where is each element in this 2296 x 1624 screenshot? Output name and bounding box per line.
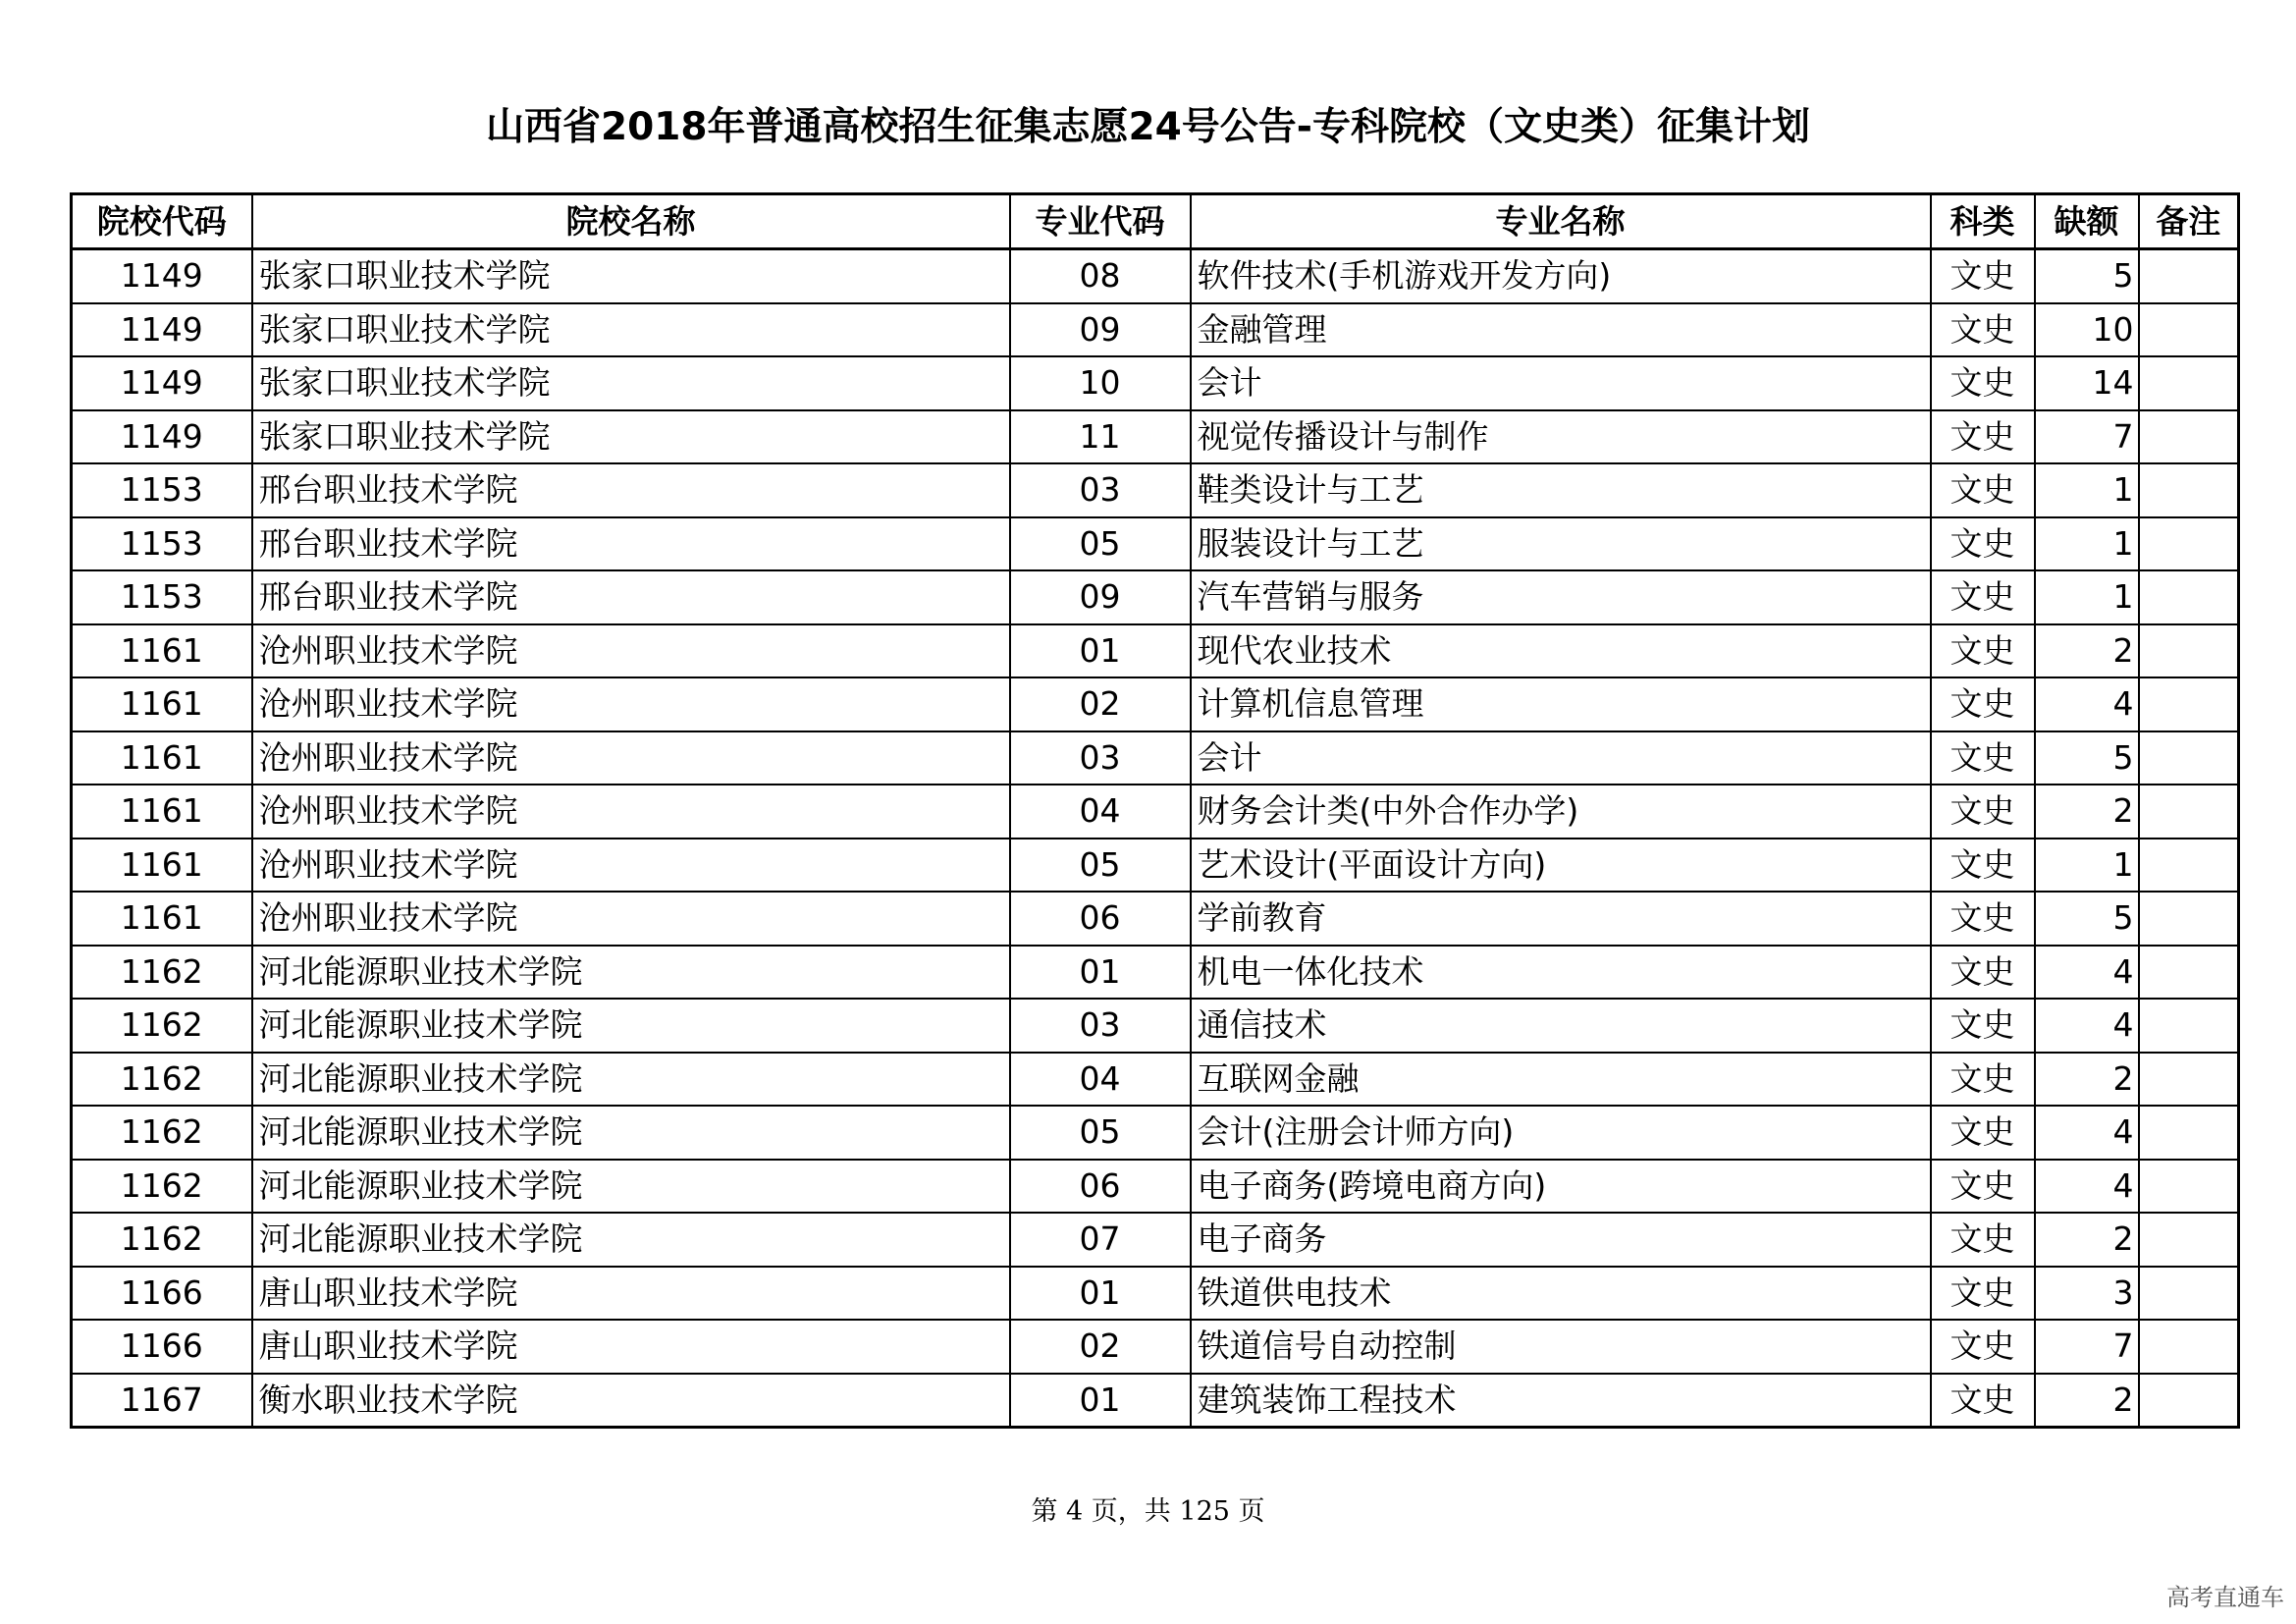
- cell-category: 文史: [1931, 946, 2035, 1000]
- cell-school-code: 1149: [72, 303, 252, 357]
- cell-school-name: 张家口职业技术学院: [252, 303, 1010, 357]
- cell-major-code: 02: [1010, 1320, 1191, 1374]
- cell-school-name: 河北能源职业技术学院: [252, 1106, 1010, 1160]
- table-row: [72, 1053, 2239, 1107]
- table-row: [72, 731, 2239, 785]
- table-row: [72, 1267, 2239, 1321]
- cell-school-code: 1153: [72, 463, 252, 517]
- cell-note: [2139, 839, 2239, 893]
- table-header-row: [72, 194, 2239, 249]
- cell-school-code: 1153: [72, 517, 252, 571]
- cell-school-name: 沧州职业技术学院: [252, 892, 1010, 946]
- table-row: [72, 1374, 2239, 1428]
- cell-category: 文史: [1931, 839, 2035, 893]
- cell-major-name: 学前教育: [1191, 892, 1931, 946]
- cell-quota: 2: [2035, 1213, 2139, 1267]
- cell-note: [2139, 410, 2239, 464]
- table-row: [72, 410, 2239, 464]
- watermark-text: 高考直通车: [2166, 1584, 2284, 1611]
- header-category: 科类: [1931, 194, 2035, 249]
- table-row: [72, 1160, 2239, 1214]
- table-row: [72, 839, 2239, 893]
- cell-school-code: 1162: [72, 1213, 252, 1267]
- cell-category: 文史: [1931, 624, 2035, 678]
- cell-note: [2139, 1320, 2239, 1374]
- cell-school-name: 唐山职业技术学院: [252, 1267, 1010, 1321]
- cell-quota: 1: [2035, 463, 2139, 517]
- cell-school-name: 邢台职业技术学院: [252, 463, 1010, 517]
- cell-major-name: 财务会计类(中外合作办学): [1191, 785, 1931, 839]
- cell-major-name: 铁道供电技术: [1191, 1267, 1931, 1321]
- cell-school-code: 1162: [72, 946, 252, 1000]
- cell-major-name: 现代农业技术: [1191, 624, 1931, 678]
- cell-school-code: 1153: [72, 570, 252, 624]
- cell-quota: 1: [2035, 839, 2139, 893]
- cell-major-name: 汽车营销与服务: [1191, 570, 1931, 624]
- cell-major-code: 03: [1010, 999, 1191, 1053]
- cell-quota: 1: [2035, 570, 2139, 624]
- cell-school-name: 河北能源职业技术学院: [252, 1213, 1010, 1267]
- cell-major-code: 09: [1010, 570, 1191, 624]
- cell-major-code: 09: [1010, 303, 1191, 357]
- cell-school-code: 1162: [72, 1053, 252, 1107]
- cell-category: 文史: [1931, 1374, 2035, 1428]
- table-row: [72, 892, 2239, 946]
- cell-major-code: 10: [1010, 356, 1191, 410]
- header-school-name: 院校名称: [252, 194, 1010, 249]
- cell-quota: 1: [2035, 517, 2139, 571]
- cell-school-code: 1161: [72, 677, 252, 731]
- cell-quota: 5: [2035, 249, 2139, 303]
- cell-category: 文史: [1931, 999, 2035, 1053]
- cell-school-code: 1167: [72, 1374, 252, 1428]
- cell-major-code: 02: [1010, 677, 1191, 731]
- cell-quota: 2: [2035, 624, 2139, 678]
- table-row: [72, 1106, 2239, 1160]
- cell-major-code: 11: [1010, 410, 1191, 464]
- cell-quota: 4: [2035, 946, 2139, 1000]
- cell-school-name: 沧州职业技术学院: [252, 839, 1010, 893]
- cell-major-code: 01: [1010, 624, 1191, 678]
- cell-quota: 10: [2035, 303, 2139, 357]
- cell-major-name: 建筑装饰工程技术: [1191, 1374, 1931, 1428]
- table-row: [72, 517, 2239, 571]
- page-title: 山西省2018年普通高校招生征集志愿24号公告-专科院校（文史类）征集计划: [485, 105, 1810, 149]
- cell-note: [2139, 463, 2239, 517]
- cell-school-name: 张家口职业技术学院: [252, 249, 1010, 303]
- header-quota: 缺额: [2035, 194, 2139, 249]
- cell-note: [2139, 249, 2239, 303]
- header-major-code: 专业代码: [1010, 194, 1191, 249]
- cell-major-code: 08: [1010, 249, 1191, 303]
- cell-school-name: 河北能源职业技术学院: [252, 946, 1010, 1000]
- enrollment-plan-table-wrapper: [70, 192, 2237, 1429]
- cell-school-code: 1166: [72, 1267, 252, 1321]
- cell-school-code: 1149: [72, 249, 252, 303]
- cell-category: 文史: [1931, 517, 2035, 571]
- cell-school-name: 沧州职业技术学院: [252, 731, 1010, 785]
- cell-note: [2139, 1267, 2239, 1321]
- cell-school-code: 1162: [72, 1160, 252, 1214]
- cell-category: 文史: [1931, 892, 2035, 946]
- table-row: [72, 677, 2239, 731]
- cell-school-name: 河北能源职业技术学院: [252, 1160, 1010, 1214]
- enrollment-plan-table: [70, 192, 2240, 1429]
- cell-note: [2139, 1374, 2239, 1428]
- cell-quota: 5: [2035, 892, 2139, 946]
- cell-note: [2139, 1213, 2239, 1267]
- cell-note: [2139, 570, 2239, 624]
- cell-category: 文史: [1931, 249, 2035, 303]
- cell-major-code: 06: [1010, 892, 1191, 946]
- cell-school-code: 1162: [72, 1106, 252, 1160]
- table-row: [72, 356, 2239, 410]
- cell-category: 文史: [1931, 303, 2035, 357]
- cell-major-code: 01: [1010, 1374, 1191, 1428]
- cell-major-name: 机电一体化技术: [1191, 946, 1931, 1000]
- cell-school-name: 河北能源职业技术学院: [252, 1053, 1010, 1107]
- cell-category: 文史: [1931, 463, 2035, 517]
- cell-school-name: 唐山职业技术学院: [252, 1320, 1010, 1374]
- cell-quota: 7: [2035, 410, 2139, 464]
- cell-school-code: 1161: [72, 731, 252, 785]
- header-school-code: 院校代码: [72, 194, 252, 249]
- table-row: [72, 785, 2239, 839]
- cell-major-code: 04: [1010, 785, 1191, 839]
- cell-school-name: 沧州职业技术学院: [252, 785, 1010, 839]
- cell-major-name: 视觉传播设计与制作: [1191, 410, 1931, 464]
- cell-category: 文史: [1931, 356, 2035, 410]
- cell-school-code: 1149: [72, 356, 252, 410]
- cell-school-code: 1161: [72, 892, 252, 946]
- cell-major-name: 艺术设计(平面设计方向): [1191, 839, 1931, 893]
- cell-major-name: 铁道信号自动控制: [1191, 1320, 1931, 1374]
- page-number-footer: 第 4 页，共 125 页: [1031, 1496, 1265, 1527]
- cell-major-code: 01: [1010, 946, 1191, 1000]
- cell-major-code: 04: [1010, 1053, 1191, 1107]
- cell-quota: 2: [2035, 1374, 2139, 1428]
- header-note: 备注: [2139, 194, 2239, 249]
- table-row: [72, 946, 2239, 1000]
- cell-category: 文史: [1931, 1053, 2035, 1107]
- cell-note: [2139, 303, 2239, 357]
- cell-category: 文史: [1931, 1267, 2035, 1321]
- cell-category: 文史: [1931, 1320, 2035, 1374]
- cell-major-name: 互联网金融: [1191, 1053, 1931, 1107]
- cell-major-code: 01: [1010, 1267, 1191, 1321]
- cell-quota: 4: [2035, 1106, 2139, 1160]
- cell-school-code: 1161: [72, 624, 252, 678]
- cell-quota: 2: [2035, 1053, 2139, 1107]
- cell-major-name: 会计(注册会计师方向): [1191, 1106, 1931, 1160]
- cell-quota: 4: [2035, 1160, 2139, 1214]
- cell-note: [2139, 677, 2239, 731]
- cell-note: [2139, 785, 2239, 839]
- cell-school-code: 1161: [72, 785, 252, 839]
- cell-note: [2139, 624, 2239, 678]
- cell-note: [2139, 946, 2239, 1000]
- table-row: [72, 463, 2239, 517]
- table-body: [72, 249, 2239, 1428]
- cell-note: [2139, 892, 2239, 946]
- cell-note: [2139, 999, 2239, 1053]
- cell-major-name: 金融管理: [1191, 303, 1931, 357]
- cell-quota: 5: [2035, 731, 2139, 785]
- cell-major-code: 03: [1010, 463, 1191, 517]
- cell-school-code: 1161: [72, 839, 252, 893]
- cell-quota: 2: [2035, 785, 2139, 839]
- cell-major-name: 鞋类设计与工艺: [1191, 463, 1931, 517]
- table-row: [72, 999, 2239, 1053]
- cell-category: 文史: [1931, 785, 2035, 839]
- cell-category: 文史: [1931, 1160, 2035, 1214]
- cell-school-code: 1149: [72, 410, 252, 464]
- cell-quota: 3: [2035, 1267, 2139, 1321]
- cell-school-name: 张家口职业技术学院: [252, 356, 1010, 410]
- cell-major-name: 计算机信息管理: [1191, 677, 1931, 731]
- table-row: [72, 249, 2239, 303]
- cell-quota: 4: [2035, 999, 2139, 1053]
- cell-category: 文史: [1931, 731, 2035, 785]
- cell-major-name: 服装设计与工艺: [1191, 517, 1931, 571]
- cell-major-code: 05: [1010, 517, 1191, 571]
- cell-major-name: 软件技术(手机游戏开发方向): [1191, 249, 1931, 303]
- cell-note: [2139, 731, 2239, 785]
- table-row: [72, 624, 2239, 678]
- cell-note: [2139, 356, 2239, 410]
- cell-major-name: 电子商务(跨境电商方向): [1191, 1160, 1931, 1214]
- cell-school-name: 河北能源职业技术学院: [252, 999, 1010, 1053]
- cell-note: [2139, 517, 2239, 571]
- cell-school-name: 邢台职业技术学院: [252, 517, 1010, 571]
- cell-major-code: 05: [1010, 839, 1191, 893]
- cell-major-code: 05: [1010, 1106, 1191, 1160]
- cell-major-name: 电子商务: [1191, 1213, 1931, 1267]
- cell-school-code: 1162: [72, 999, 252, 1053]
- cell-category: 文史: [1931, 410, 2035, 464]
- cell-note: [2139, 1106, 2239, 1160]
- header-major-name: 专业名称: [1191, 194, 1931, 249]
- cell-quota: 7: [2035, 1320, 2139, 1374]
- cell-school-name: 沧州职业技术学院: [252, 677, 1010, 731]
- cell-category: 文史: [1931, 1106, 2035, 1160]
- cell-school-name: 衡水职业技术学院: [252, 1374, 1010, 1428]
- cell-school-name: 邢台职业技术学院: [252, 570, 1010, 624]
- cell-school-code: 1166: [72, 1320, 252, 1374]
- table-row: [72, 1213, 2239, 1267]
- cell-note: [2139, 1053, 2239, 1107]
- cell-quota: 4: [2035, 677, 2139, 731]
- cell-category: 文史: [1931, 1213, 2035, 1267]
- cell-school-name: 沧州职业技术学院: [252, 624, 1010, 678]
- table-row: [72, 1320, 2239, 1374]
- cell-school-name: 张家口职业技术学院: [252, 410, 1010, 464]
- cell-major-name: 会计: [1191, 356, 1931, 410]
- table-row: [72, 303, 2239, 357]
- cell-major-name: 会计: [1191, 731, 1931, 785]
- cell-category: 文史: [1931, 570, 2035, 624]
- cell-major-code: 07: [1010, 1213, 1191, 1267]
- cell-major-code: 03: [1010, 731, 1191, 785]
- cell-major-name: 通信技术: [1191, 999, 1931, 1053]
- cell-quota: 14: [2035, 356, 2139, 410]
- cell-major-code: 06: [1010, 1160, 1191, 1214]
- table-row: [72, 570, 2239, 624]
- cell-category: 文史: [1931, 677, 2035, 731]
- cell-note: [2139, 1160, 2239, 1214]
